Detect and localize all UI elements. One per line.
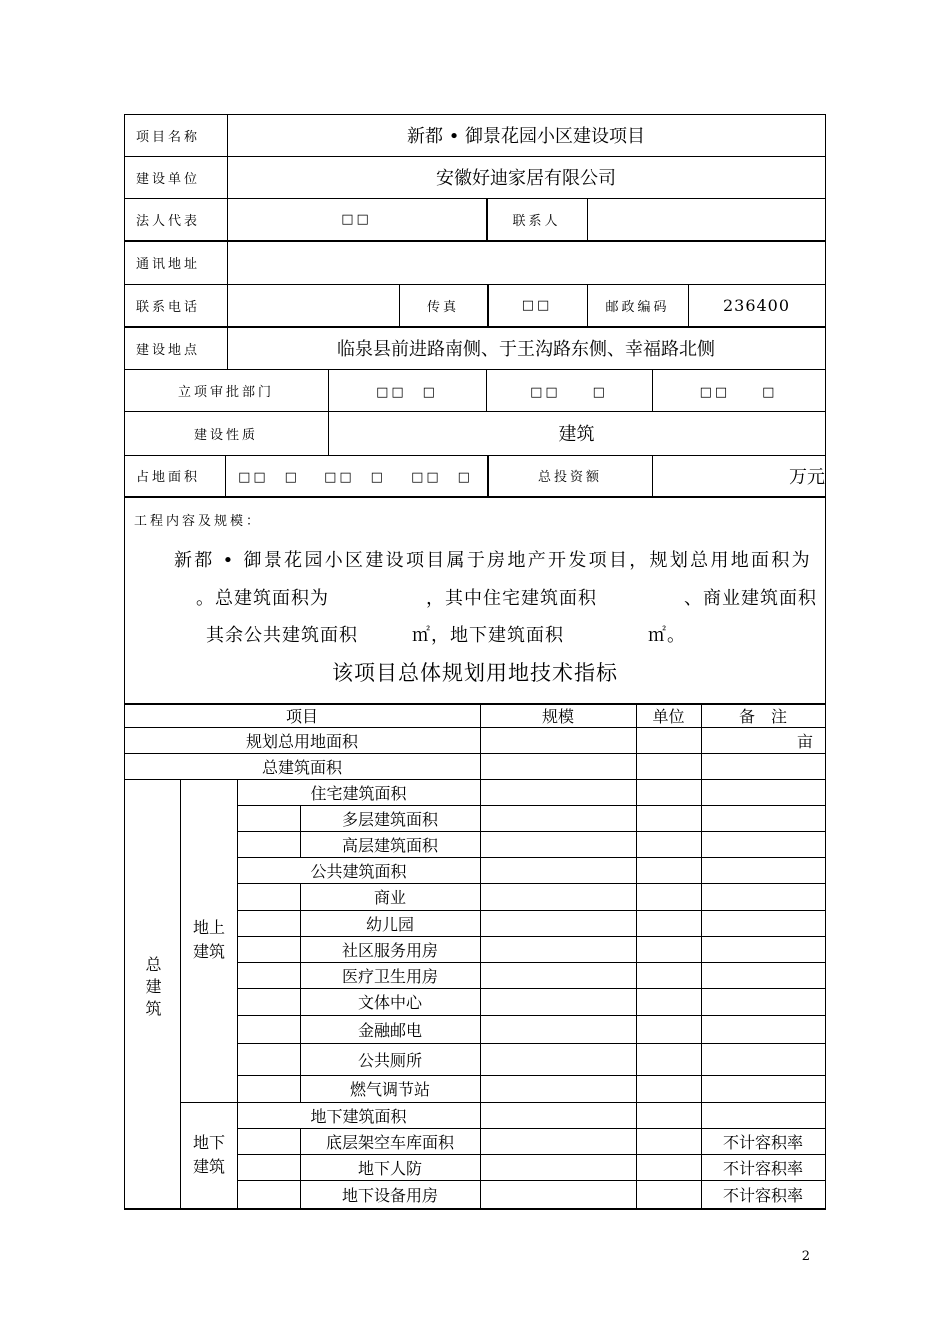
investment-label: 总投资额 (537, 470, 602, 485)
approval-number-value: □□ □ (699, 384, 778, 400)
nature-label: 建设性质 (193, 427, 258, 443)
investment-value: 万元 (789, 466, 825, 488)
indicator-table-title: 该项目总体规划用地技术指标 (332, 661, 618, 685)
group-below-ground (181, 1127, 237, 1183)
phone-label: 联系电话 (136, 299, 201, 315)
row-total-building-area: 总建筑面积 (261, 757, 342, 777)
col-header-item: 项目 (285, 706, 318, 726)
row-public-building-area: 公共建筑面积 (310, 861, 407, 881)
group-total-building (124, 779, 180, 1208)
builder-value: 安徽好迪家居有限公司 (436, 168, 616, 189)
area-value-3: □□ □ (411, 470, 473, 485)
row-total-land-area-note: 亩 (796, 731, 813, 751)
area-label: 占地面积 (136, 470, 201, 485)
row-culture-sports: 文体中心 (357, 993, 422, 1012)
postcode-value: 236400 (722, 295, 791, 315)
nature-value: 建筑 (558, 424, 595, 445)
project-name-label: 项目名称 (136, 129, 201, 145)
group-below-ground-text: 地下建筑 (192, 1133, 225, 1176)
location-label: 建设地点 (136, 342, 201, 358)
description-line-2a: 。总建筑面积为 (196, 588, 329, 609)
row-public-toilet: 公共厕所 (357, 1050, 422, 1070)
fax-label: 传真 (426, 299, 459, 315)
description-line-3c: ㎡。 (648, 625, 686, 646)
project-name-value: 新都 • 御景花园小区建设项目 (406, 126, 646, 147)
location-value: 临泉县前进路南侧、于王沟路东侧、幸福路北侧 (337, 339, 715, 360)
description-heading: 工程内容及规模： (134, 514, 263, 529)
col-header-unit: 单位 (652, 706, 685, 726)
description-line-2c: 、商业建筑面积 (684, 588, 817, 609)
group-above-ground (181, 905, 237, 975)
legal-rep-value: □□ (341, 211, 372, 227)
group-above-ground-text: 地上建筑 (192, 918, 225, 961)
col-header-scale: 规模 (541, 706, 574, 726)
area-value-1: □□ □ (238, 470, 300, 485)
description-line-3a: 其余公共建筑面积 (206, 625, 358, 646)
fax-value: □□ (521, 297, 553, 313)
description-line-2b: ，其中住宅建筑面积 (426, 588, 597, 609)
row-high-rise-area: 高层建筑面积 (341, 835, 438, 855)
row-medical: 医疗卫生用房 (341, 966, 438, 986)
row-residential-area: 住宅建筑面积 (310, 783, 407, 803)
contact-label: 联系人 (512, 213, 561, 229)
contact-value (587, 198, 825, 240)
row-equipment-room-note: 不计容积率 (722, 1185, 803, 1205)
row-underground-area: 地下建筑面积 (310, 1106, 407, 1126)
row-equipment-room: 地下设备用房 (341, 1185, 438, 1205)
row-garage: 底层架空车库面积 (325, 1132, 454, 1152)
col-header-note: 备 注 (738, 706, 787, 726)
description-line-3b: ㎡，地下建筑面积 (412, 625, 564, 646)
legal-rep-label: 法人代表 (136, 213, 201, 229)
area-value-2: □□ □ (324, 470, 386, 485)
phone-value (227, 284, 399, 326)
approval-dept-value: □□ □ (376, 384, 438, 400)
row-civil-defense-note: 不计容积率 (722, 1158, 803, 1178)
row-gas-station: 燃气调节站 (349, 1080, 430, 1099)
row-civil-defense: 地下人防 (357, 1158, 422, 1178)
description-line-1: 新都 • 御景花园小区建设项目属于房地产开发项目，规划总用地面积为 (174, 550, 812, 571)
row-total-land-area: 规划总用地面积 (245, 731, 358, 751)
row-commercial: 商业 (373, 888, 406, 907)
row-community-service: 社区服务用房 (341, 940, 438, 960)
row-kindergarten: 幼儿园 (365, 914, 414, 934)
page-number: 2 (801, 1249, 810, 1264)
approval-dept-label: 立项审批部门 (177, 384, 274, 400)
row-multi-storey-area: 多层建筑面积 (341, 809, 438, 829)
address-label: 通讯地址 (136, 257, 201, 272)
approval-number-label: □□ □ (530, 384, 608, 400)
postcode-label: 邮政编码 (605, 299, 670, 315)
row-finance-post: 金融邮电 (357, 1020, 422, 1040)
builder-label: 建设单位 (136, 171, 201, 187)
group-total-building-text: 总建筑 (143, 956, 162, 1022)
address-value (227, 241, 825, 284)
row-garage-note: 不计容积率 (722, 1132, 803, 1152)
